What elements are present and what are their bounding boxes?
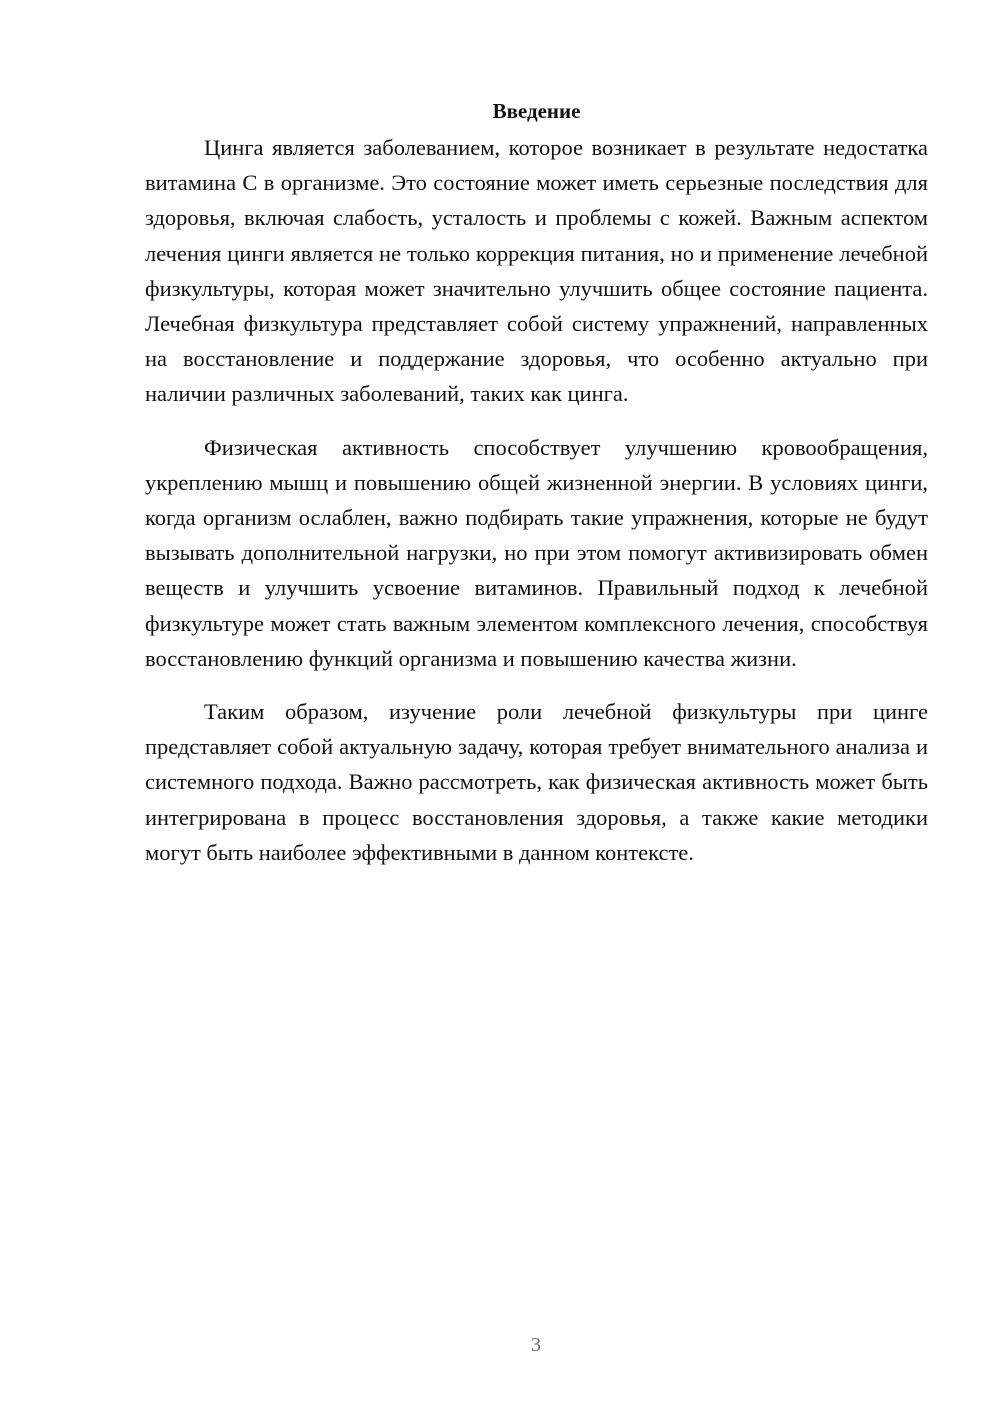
document-body <box>145 96 928 888</box>
paragraph-1: Цинга является заболеванием, которое возникает в результате недостатка витамина С в организме. Это состояние может иметь серьезные последствия для здоровья, включая слабость, усталость и проблемы с кожей. Важным аспектом лечения цинги является не только коррекция питания, но и применение лечебной физкультуры, которая может значительно улучшить общее состояние пациента. Лечебная физкультура представляет собой систему упражнений, направленных на восстановление и поддержание здоровья, что особенно актуально при наличии различных заболеваний, таких как цинга. <box>145 135 928 407</box>
section-title: Введение <box>492 99 581 123</box>
paragraph-2: Физическая активность способствует улучшению кровообращения, укреплению мышц и повышению общей жизненной энергии. В условиях цинги, когда организм ослаблен, важно подбирать такие упражнения, которые не будут вызывать дополнительной нагрузки, но при этом помогут активизировать обмен веществ и улучшить усвоение витаминов. Правильный подход к лечебной физкультуре может стать важным элементом комплексного лечения, способствуя восстановлению функций организма и повышению качества жизни. <box>145 434 928 671</box>
paragraph-3: Таким образом, изучение роли лечебной физкультуры при цинге представляет собой актуальную задачу, которая требует внимательного анализа и системного подхода. Важно рассмотреть, как физическая активность может быть интегрирована в процесс восстановления здоровья, а также какие методики могут быть наиболее эффективными в данном контексте. <box>145 699 928 865</box>
page-number: 3 <box>531 1334 541 1356</box>
